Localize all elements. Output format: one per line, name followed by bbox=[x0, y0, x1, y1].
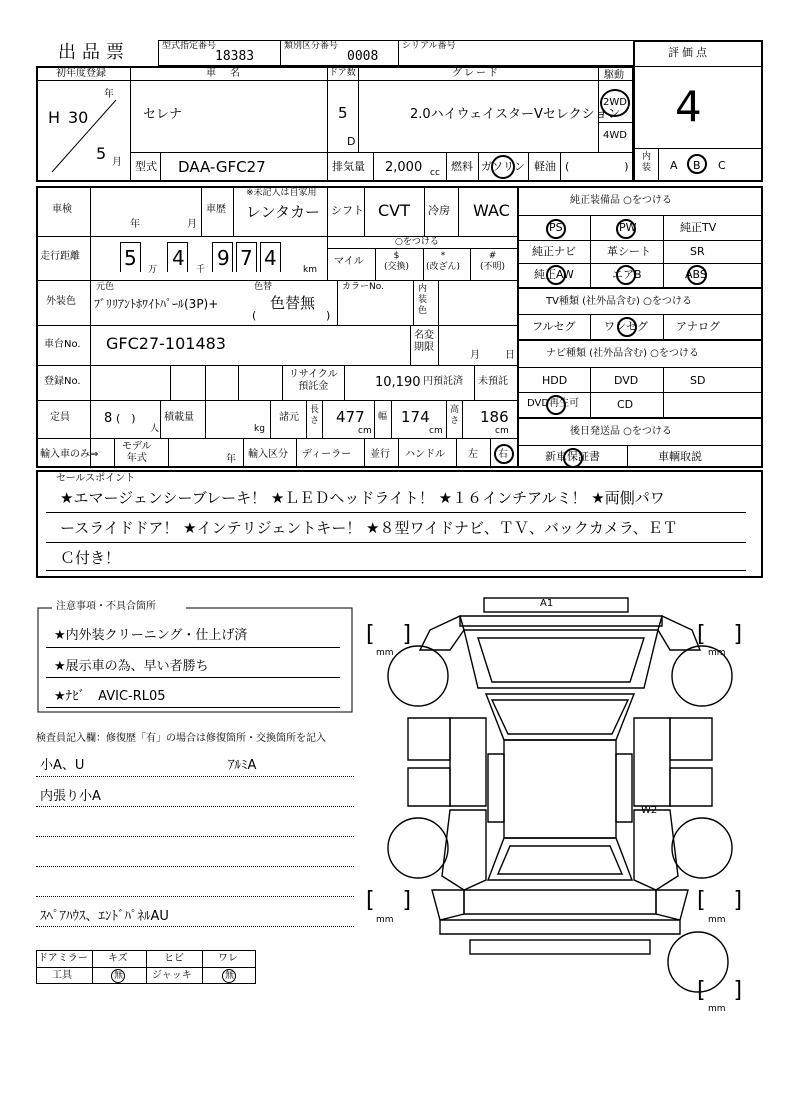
notes-line-3: ★ﾅﾋﾞ AVIC-RL05 bbox=[54, 689, 166, 704]
fuel-label: 燃料 bbox=[451, 160, 473, 173]
acc-h1: ドアミラー bbox=[38, 953, 88, 964]
color-no-label: カラーNo. bbox=[342, 282, 384, 292]
equip-sr: SR bbox=[690, 245, 705, 258]
recycle-status: 円預託済 bbox=[423, 376, 463, 387]
capacity-unit: 人 bbox=[150, 424, 160, 434]
sales-line-2: ースライドドア！ ★インテリジェントキー！ ★８型ワイドナビ、ＴＶ、バックカメラ、ＥＴ bbox=[60, 519, 678, 537]
era: H bbox=[48, 108, 61, 127]
capacity: 8 bbox=[104, 411, 113, 426]
acc-tools-val: 無 bbox=[114, 971, 124, 981]
later-title: 後日発送品 ○をつける bbox=[570, 426, 672, 437]
w2-marker: W2 bbox=[641, 805, 658, 816]
recycle-unpaid: 未預託 bbox=[478, 376, 508, 387]
length: 477 bbox=[336, 408, 365, 426]
tv-oneseg: ワンセグ bbox=[604, 320, 648, 333]
sales-line-1: ★エマージェンシーブレーキ！ ★ＬＥＤヘッドライト！ ★１６インチアルミ！ ★両側パワ bbox=[60, 489, 665, 507]
car-damage-diagram bbox=[380, 590, 743, 1010]
drive-2wd-circle bbox=[600, 89, 630, 117]
int-color-label: 内装色 bbox=[418, 284, 428, 316]
displacement-label: 排気量 bbox=[332, 160, 365, 173]
equip-navi: 純正ナビ bbox=[532, 245, 576, 258]
reg-month: 5 bbox=[96, 144, 107, 163]
bracket-fl: [ ] bbox=[366, 622, 412, 647]
shift: CVT bbox=[378, 201, 410, 220]
recycle-amount: 10,190 bbox=[375, 375, 421, 390]
acc-h4: ワレ bbox=[218, 953, 238, 964]
drive-2wd: 2WD bbox=[603, 97, 627, 108]
acc-tools: 工具 bbox=[52, 970, 72, 981]
bracket-rr: [ ] bbox=[697, 888, 743, 913]
inspector-line-2: 内張り小A bbox=[40, 789, 101, 804]
ac: WAC bbox=[473, 201, 510, 220]
km-unit: km bbox=[303, 265, 317, 275]
load-label: 積載量 bbox=[164, 412, 194, 423]
mileage-digit-5: 4 bbox=[264, 246, 277, 270]
grade-label: グレード bbox=[452, 68, 500, 79]
import-label: 輸入車のみ⇒ bbox=[40, 449, 99, 460]
navi-cd: CD bbox=[617, 398, 634, 411]
shift-label: シフト bbox=[331, 204, 364, 217]
mile-check-note: ○をつける bbox=[395, 237, 439, 247]
inspection-label: 車検 bbox=[52, 204, 72, 215]
width-label: 幅 bbox=[378, 412, 388, 422]
nc-month: 月 bbox=[470, 350, 480, 361]
height-label: 高さ bbox=[450, 405, 460, 426]
mm-rr: mm bbox=[708, 915, 726, 925]
car-name: セレナ bbox=[143, 107, 183, 122]
length-label: 長さ bbox=[310, 405, 320, 426]
mile-label: マイル bbox=[334, 256, 364, 267]
self-note: ※未記入は自家用 bbox=[246, 188, 317, 198]
plate-label: 登録No. bbox=[44, 376, 81, 387]
nc-day: 日 bbox=[505, 350, 515, 361]
right-circle bbox=[494, 444, 514, 464]
equip-tv: 純正TV bbox=[680, 221, 717, 234]
tv-title: TV種類 (社外品含む) ○をつける bbox=[546, 296, 692, 307]
equip-ps: PS bbox=[549, 221, 563, 234]
man-unit: 万 bbox=[148, 265, 158, 275]
navi-hdd: HDD bbox=[542, 374, 568, 387]
recycle-label: リサイクル 預託金 bbox=[289, 369, 338, 392]
right-label: 右 bbox=[498, 449, 508, 460]
score-value: 4 bbox=[675, 82, 702, 131]
equip-airbag: エアB bbox=[612, 268, 642, 281]
parallel-label: 並行 bbox=[370, 449, 390, 460]
height: 186 bbox=[480, 408, 509, 426]
acc-h3: ヒビ bbox=[164, 953, 184, 964]
mm-fr: mm bbox=[708, 648, 726, 658]
month-unit: 月 bbox=[112, 157, 122, 168]
equip-pw: PW bbox=[619, 221, 637, 234]
tv-fullseg: フルセグ bbox=[532, 320, 576, 333]
width-cm: cm bbox=[429, 426, 443, 436]
later-warranty: 新車保証書 bbox=[545, 450, 600, 463]
chassis: GFC27-101483 bbox=[106, 334, 226, 353]
tv-analog: アナログ bbox=[676, 320, 720, 333]
drive-4wd: 4WD bbox=[603, 130, 627, 141]
notes-line-2: ★展示車の為、早い者勝ち bbox=[54, 659, 209, 674]
a1-marker: A1 bbox=[540, 598, 554, 609]
acc-jack-val: 無 bbox=[225, 971, 235, 981]
doors-label: ドア数 bbox=[329, 68, 356, 78]
sales-label: セールスポイント bbox=[56, 473, 136, 484]
left-label: 左 bbox=[468, 449, 478, 460]
equip-aw: 純正AW bbox=[534, 268, 574, 281]
grade: 2.0ハイウェイスターVセレクション bbox=[410, 107, 621, 122]
model-year-label: モデル 年式 bbox=[122, 441, 152, 464]
page-title: 出品票 bbox=[58, 42, 130, 63]
navi-title: ナビ種類 (社外品含む) ○をつける bbox=[546, 348, 699, 359]
doors: 5 bbox=[338, 104, 348, 122]
notes-label: 注意事項・不具合箇所 bbox=[56, 601, 156, 612]
navi-sd: SD bbox=[690, 374, 706, 387]
name-change-label: 名変期限 bbox=[414, 330, 434, 353]
model-year-unit: 年 bbox=[226, 454, 236, 465]
altered-label: * (改ざん) bbox=[426, 251, 461, 272]
sen-unit: 千 bbox=[196, 265, 206, 275]
class-code: 0008 bbox=[347, 49, 379, 64]
inspection-year-unit: 年 bbox=[130, 219, 140, 230]
handle-label: ハンドル bbox=[405, 449, 445, 460]
later-manual: 車輌取説 bbox=[658, 450, 702, 463]
interior-a: A bbox=[670, 159, 678, 172]
mileage-digit-1: 5 bbox=[124, 246, 137, 270]
history: レンタカー bbox=[246, 203, 321, 221]
fuel-circle bbox=[491, 155, 515, 179]
history-label: 車歴 bbox=[206, 204, 226, 215]
door-type: D bbox=[347, 135, 356, 148]
dealer-label: ディーラー bbox=[302, 449, 352, 460]
dims-label: 諸元 bbox=[279, 412, 299, 423]
bracket-spare: [ ] bbox=[697, 978, 743, 1003]
displacement: 2,000 bbox=[385, 160, 423, 175]
diesel-label: 軽油 bbox=[534, 160, 556, 173]
ext-color-label: 外装色 bbox=[46, 296, 76, 307]
navi-dvd-play: DVD再生可 bbox=[527, 398, 580, 409]
class-code-label: 類別区分番号 bbox=[284, 41, 339, 51]
interior-b-circle bbox=[687, 154, 707, 174]
car-name-label: 車 名 bbox=[206, 68, 242, 79]
displacement-unit: cc bbox=[430, 168, 440, 178]
fuel-value: ガソリン bbox=[481, 160, 525, 173]
width: 174 bbox=[401, 408, 430, 426]
serial-label: シリアル番号 bbox=[402, 41, 456, 51]
orig-color: ﾌﾞﾘﾘｱﾝﾄﾎﾜｲﾄﾊﾟｰﾙ(3P)+ bbox=[94, 297, 219, 311]
mileage-label: 走行距離 bbox=[40, 251, 80, 262]
mm-fl: mm bbox=[376, 648, 394, 658]
length-cm: cm bbox=[358, 426, 372, 436]
type-label: 型式 bbox=[135, 160, 157, 173]
import-class-label: 輸入区分 bbox=[248, 449, 288, 460]
type: DAA-GFC27 bbox=[178, 158, 266, 176]
equipment-title: 純正装備品 ○をつける bbox=[570, 195, 672, 206]
unknown-label: # (不明) bbox=[480, 251, 506, 272]
model-code-label: 型式指定番号 bbox=[162, 41, 217, 51]
bracket-fr: [ ] bbox=[697, 622, 743, 647]
height-cm: cm bbox=[495, 426, 509, 436]
drive-label: 駆動 bbox=[604, 70, 624, 81]
load-unit: kg bbox=[254, 424, 265, 434]
mm-rl: mm bbox=[376, 915, 394, 925]
exchange-label: $ (交換) bbox=[384, 251, 410, 272]
inspector-line-5: ｽﾍﾟｱﾊｳｽ、ｴﾝﾄﾞﾊﾟﾈﾙAU bbox=[40, 909, 169, 924]
inspector-label: 検査員記入欄：修復歴「有」の場合は修復箇所・交換箇所を記入 bbox=[36, 733, 326, 744]
repaint-label: 色替 bbox=[254, 282, 273, 292]
ac-label: 冷房 bbox=[428, 204, 450, 217]
mileage-digit-3: 9 bbox=[217, 246, 230, 270]
mm-spare: mm bbox=[708, 1004, 726, 1014]
bracket-rl: [ ] bbox=[366, 888, 412, 913]
capacity-label: 定員 bbox=[50, 412, 70, 423]
navi-dvd: DVD bbox=[614, 374, 639, 387]
first-reg-label: 初年度登録 bbox=[56, 68, 106, 79]
mileage-digit-4: 7 bbox=[240, 246, 253, 270]
equip-abs: ABS bbox=[685, 268, 707, 281]
acc-h2: キズ bbox=[108, 953, 128, 964]
year-unit: 年 bbox=[104, 89, 114, 100]
repaint: 色替無 bbox=[270, 294, 316, 312]
model-code: 18383 bbox=[215, 49, 255, 64]
interior-label: 内装 bbox=[642, 152, 652, 173]
notes-line-1: ★内外装クリーニング・仕上げ済 bbox=[54, 628, 248, 643]
interior-b: B bbox=[693, 159, 701, 172]
chassis-label: 車台No. bbox=[44, 339, 81, 350]
inspection-month-unit: 月 bbox=[187, 219, 197, 230]
mileage-digit-2: 4 bbox=[172, 246, 185, 270]
orig-color-label: 元色 bbox=[96, 282, 115, 292]
equip-leather: 革シート bbox=[607, 245, 651, 258]
inspector-line-1a: 小A、U bbox=[40, 758, 85, 773]
fuel-paren: ( ) bbox=[565, 160, 629, 173]
interior-c: C bbox=[718, 159, 726, 172]
acc-jack: ジャッキ bbox=[152, 970, 192, 981]
score-label: 評価点 bbox=[668, 46, 710, 59]
sales-line-3: Ｃ付き！ bbox=[60, 549, 121, 567]
inspector-line-1b: ｱﾙﾐA bbox=[228, 758, 257, 773]
reg-year: 30 bbox=[68, 108, 89, 127]
